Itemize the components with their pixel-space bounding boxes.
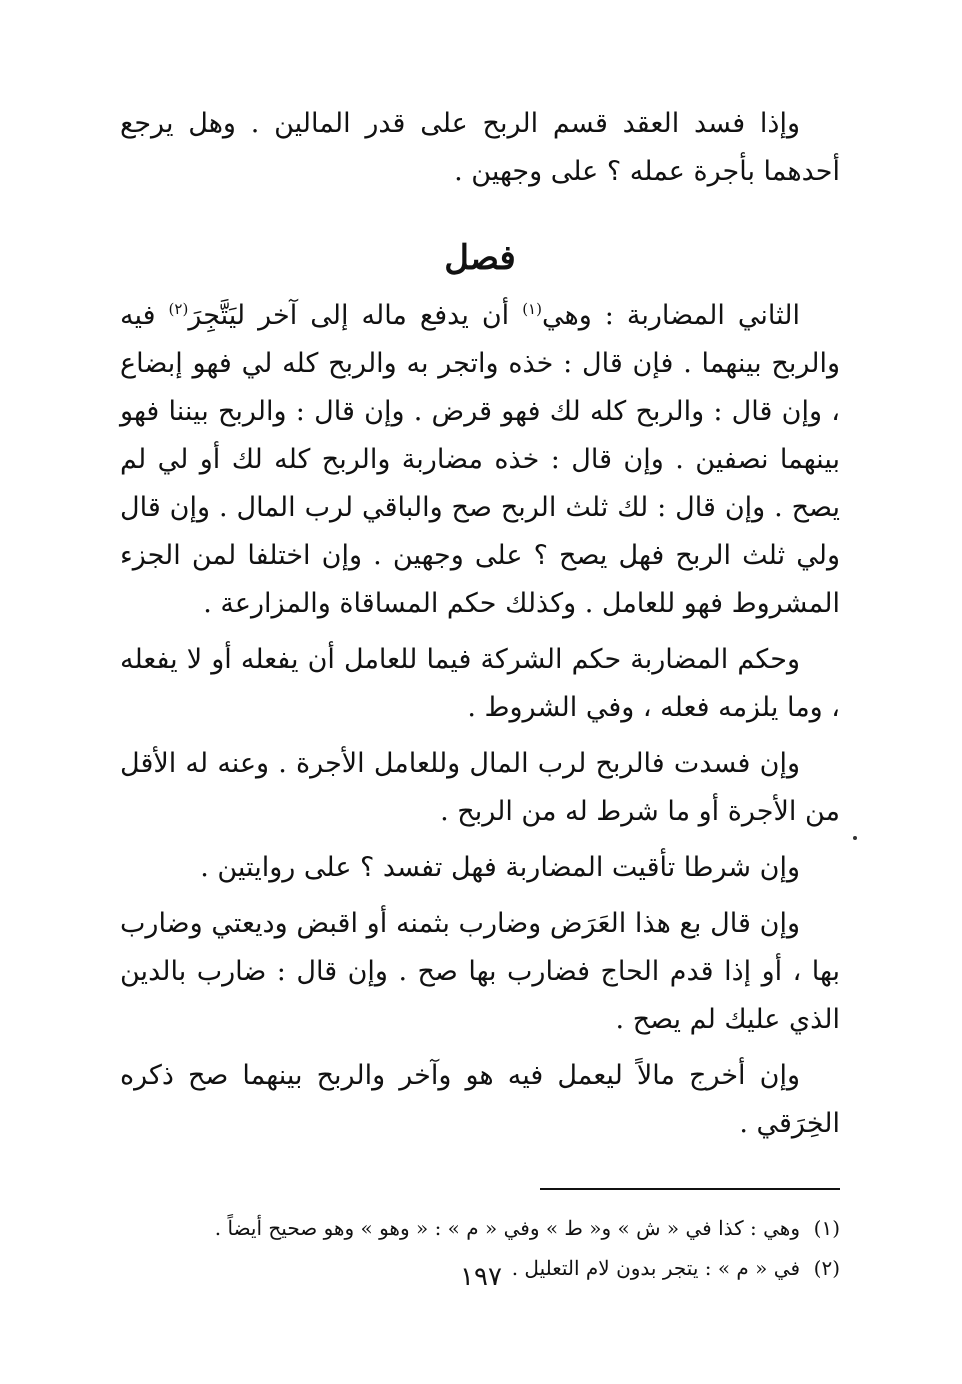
paragraph-3: وإن فسدت فالربح لرب المال وللعامل الأجرة . وعنه له الأقل من الأجرة أو ما شرط له من الربح .	[120, 748, 840, 827]
footnote-1-number: (١)	[813, 1216, 840, 1240]
paragraph-2: وحكم المضاربة حكم الشركة فيما للعامل أن يفعله أو لا يفعله ، وما يلزمه فعله ، وفي الشروط .	[120, 644, 840, 723]
footnote-ref-2[interactable]: (٢)	[168, 300, 189, 318]
scan-speck	[853, 836, 857, 840]
paragraph-1	[120, 292, 840, 628]
paragraph-intro: وإذا فسد العقد قسم الربح على قدر المالين . وهل يرجع أحدهما بأجرة عمله ؟ على وجهين .	[120, 108, 840, 187]
footnote-divider	[540, 1188, 840, 1190]
section-text	[120, 292, 840, 1148]
footnote-1-text: وهي : كذا في « ش » و« ط » وفي « م » : « وهو » وهو صحيح أيضاً .	[214, 1216, 800, 1240]
paragraph-1-part-c: فيه والربح بينهما . فإن قال : خذه واتجر به والربح كله لي فهو إبضاع ، وإن قال : والربح كله لك فهو قرض . وإن قال : والربح بيننا فهو بينهما نصفين . وإن قال : خذه مضاربة والربح كله لك أو لي لم يصح . وإن قال : لك ثلث الربح صح والباقي لرب المال . وإن قال ولي ثلث الربح فهل يصح ؟ على وجهين . وإن اختلفا لمن الجزء المشروط فهو للعامل . وكذلك حكم المساقاة والمزارعة .	[120, 300, 840, 619]
paragraph-1-part-b: أن يدفع ماله إلى آخر ليَتَّجِرَ	[188, 300, 523, 331]
footnote-2-number: (٢)	[813, 1256, 840, 1280]
page-body	[120, 100, 840, 1288]
paragraph-1-part-a: الثاني المضاربة : وهي	[541, 300, 800, 331]
paragraph-5: وإن قال بع هذا العَرَض وضارب بثمنه أو اقبض وديعتي وضارب بها ، أو إذا قدم الحاج فضارب بها صح . وإن قال : ضارب بالدين الذي عليك لم يصح .	[120, 908, 840, 1035]
footnote-ref-1[interactable]: (١)	[522, 300, 542, 318]
main-text	[120, 100, 840, 196]
section-heading: فصل	[444, 238, 516, 278]
page-number: ١٩٧	[460, 1262, 502, 1292]
paragraph-6: وإن أخرج مالاً ليعمل فيه هو وآخر والربح بينهما صح ذكره الخِرَقي .	[120, 1060, 840, 1139]
footnote-2-text: في « م » : يتجر بدون لام التعليل .	[511, 1256, 800, 1280]
paragraph-4: وإن شرطا تأقيت المضاربة فهل تفسد ؟ على روايتين .	[200, 852, 800, 883]
footnote-1	[120, 1208, 840, 1248]
